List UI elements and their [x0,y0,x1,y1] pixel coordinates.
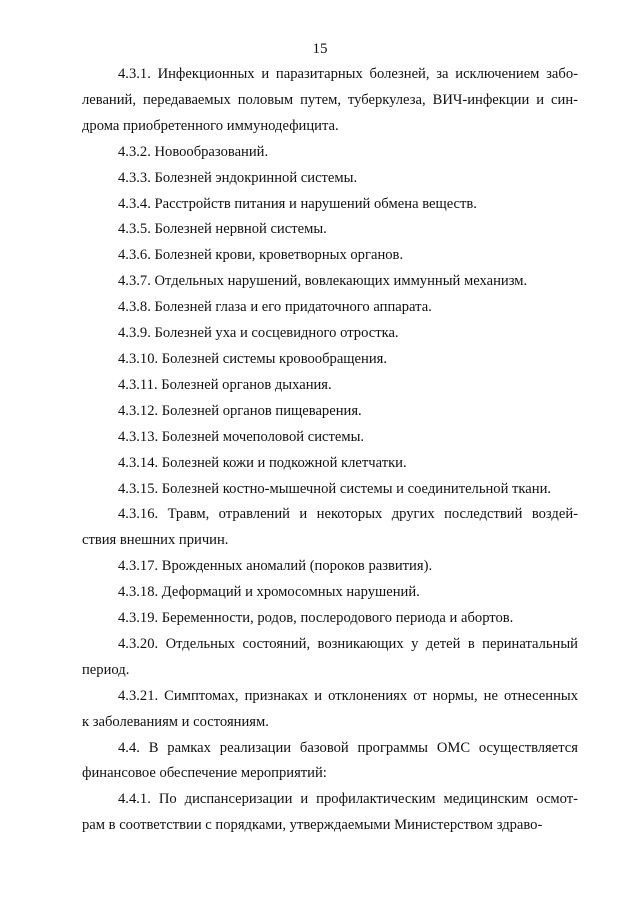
list-item [82,347,578,373]
list-item [82,554,578,580]
list-item [82,451,578,477]
list-item [82,321,578,347]
list-item [82,787,578,839]
text-line: 4.3.5. Болезней нервной системы. [118,221,327,238]
list-item [82,295,578,321]
text-line: 4.3.15. Болезней костно-мышечной системы и соединительной ткани. [118,480,552,497]
list-item [82,399,578,425]
text-line: 4.3.1. Инфекционных и паразитарных болезней, за исключением забо- [118,66,578,82]
list-item [82,217,578,243]
document-body [82,62,578,839]
text-line: дрома приобретенного иммунодефицита. [82,117,339,134]
list-item [82,580,578,606]
text-line: леваний, передаваемых половым путем, туберкулеза, ВИЧ-инфекции и син- [82,91,578,108]
list-item [82,243,578,269]
list-item [82,269,578,295]
list-item [82,140,578,166]
list-item [82,373,578,399]
text-line: 4.3.17. Врожденных аномалий (пороков развития). [118,558,433,575]
list-item [82,502,578,554]
text-line: 4.3.12. Болезней органов пищеварения. [118,402,362,419]
text-line: 4.3.3. Болезней эндокринной системы. [118,169,358,186]
text-line: к заболеваниям и состояниям. [82,713,269,730]
list-item [82,632,578,684]
text-line: 4.3.10. Болезней системы кровообращения. [118,350,387,367]
list-item [82,166,578,192]
list-item [82,684,578,736]
text-line: 4.3.2. Новообразований. [118,143,269,160]
text-line: 4.3.21. Симптомах, признаках и отклонениях от нормы, не отнесенных [118,687,578,704]
text-line: 4.3.13. Болезней мочеполовой системы. [118,428,365,445]
text-line: 4.3.6. Болезней крови, кроветворных органов. [118,247,404,264]
text-line: 4.4. В рамках реализации базовой программы ОМС осуществляется [118,739,578,756]
list-item [82,477,578,503]
list-item [82,736,578,788]
text-line: 4.3.14. Болезней кожи и подкожной клетчатки. [118,454,407,471]
text-line: период. [82,661,130,678]
text-line: 4.3.4. Расстройств питания и нарушений обмена веществ. [118,195,477,212]
text-line: 4.3.11. Болезней органов дыхания. [118,376,332,393]
list-item [82,606,578,632]
text-line: ствия внешних причин. [82,532,229,549]
text-line: 4.3.20. Отдельных состояний, возникающих у детей в перинатальный [118,635,578,652]
text-line: финансовое обеспечение мероприятий: [82,765,327,782]
text-line: рам в соответствии с порядками, утверждаемыми Министерством здраво- [82,817,543,834]
text-line: 4.3.8. Болезней глаза и его придаточного аппарата. [118,299,432,316]
page-number: 15 [312,41,328,57]
text-line: 4.3.18. Деформаций и хромосомных нарушений. [118,584,420,601]
text-line: 4.3.7. Отдельных нарушений, вовлекающих иммунный механизм. [118,273,528,290]
text-line: 4.3.19. Беременности, родов, послеродового периода и абортов. [118,610,514,627]
list-item [82,62,578,140]
list-item [82,192,578,218]
list-item [82,425,578,451]
text-line: 4.4.1. По диспансеризации и профилактическим медицинским осмот- [118,791,578,808]
text-line: 4.3.16. Травм, отравлений и некоторых других последствий воздей- [118,506,578,523]
text-line: 4.3.9. Болезней уха и сосцевидного отростка. [118,325,399,342]
